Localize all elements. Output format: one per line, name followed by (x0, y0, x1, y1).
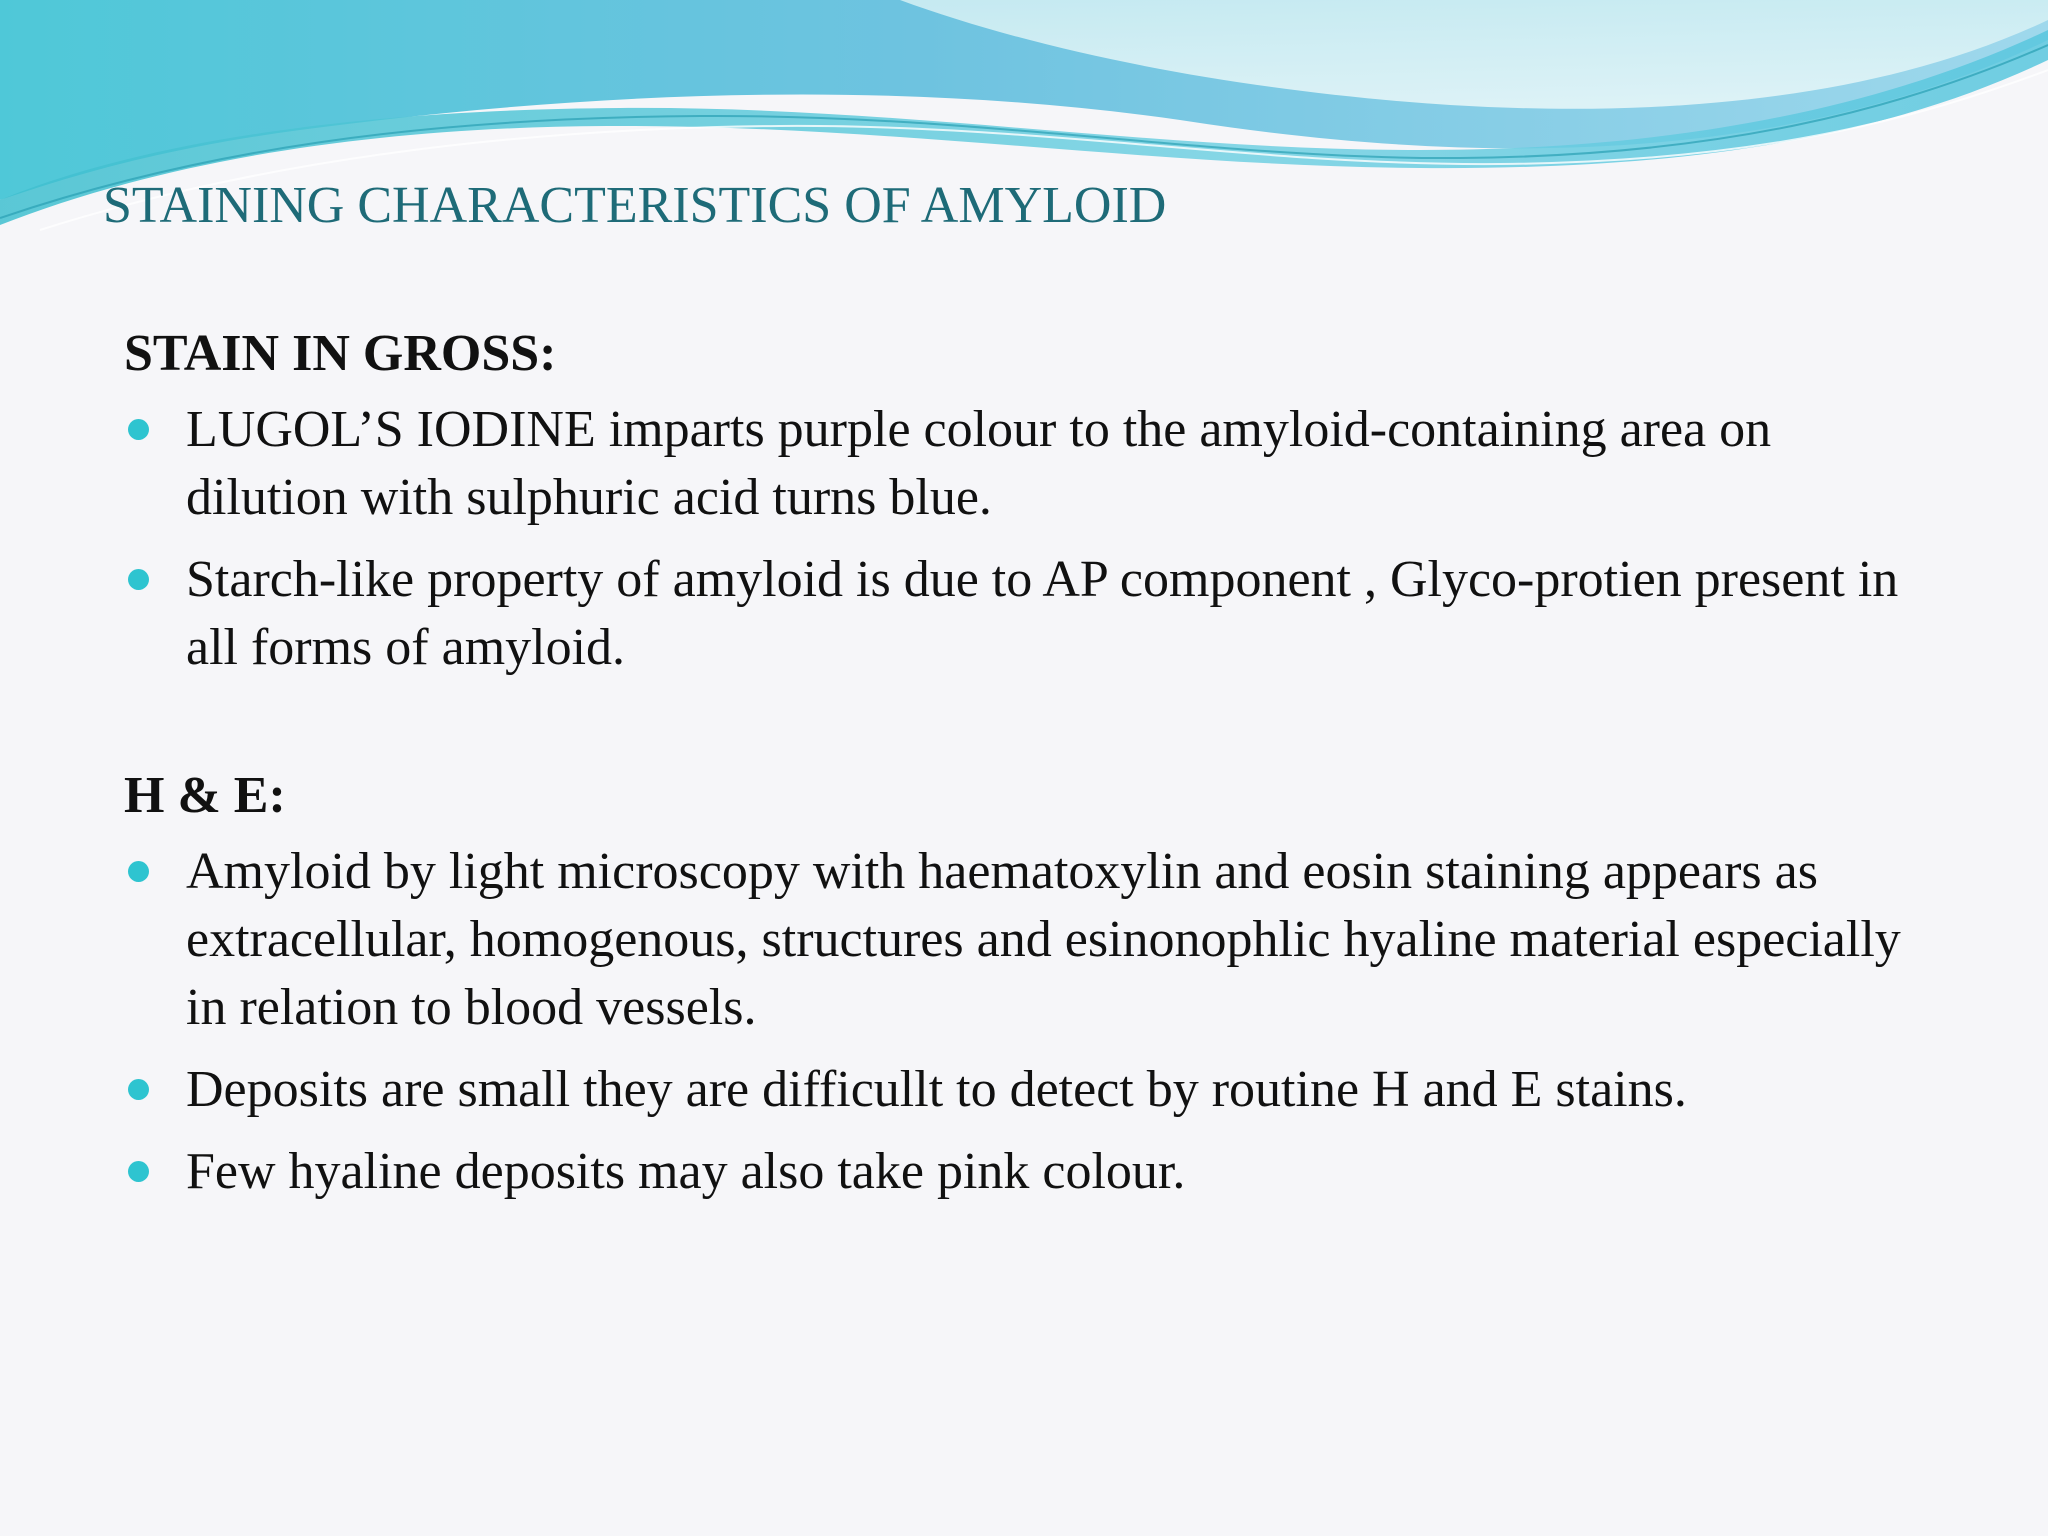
section-heading-h-and-e: H & E: (124, 767, 286, 824)
bullet-icon (128, 419, 149, 440)
bullet-icon (128, 1161, 149, 1182)
bullet-icon (128, 861, 149, 882)
list-item-text: Deposits are small they are difficullt to detect by routine H and E stains. (186, 1061, 1687, 1118)
section-spacer (124, 696, 1944, 760)
list-item (124, 546, 1944, 682)
list-item-text: Starch-like property of amyloid is due to AP component , Glyco-protien present in all forms of amyloid. (186, 551, 1899, 676)
list-item-text: Amyloid by light microscopy with haematoxylin and eosin staining appears as extracellular, homogenous, structures and esinonophlic hyaline material especially in relation to blood vessels. (186, 843, 1901, 1036)
list-item-text: Few hyaline deposits may also take pink colour. (186, 1143, 1186, 1200)
list-item (124, 396, 1944, 532)
list-item-text: LUGOL’S IODINE imparts purple colour to the amyloid-containing area on dilution with sulphuric acid turns blue. (186, 401, 1772, 526)
page-title: STAINING CHARACTERISTICS OF AMYLOID (103, 177, 1167, 234)
list-item (124, 1056, 1944, 1124)
list-item (124, 1138, 1944, 1206)
list-item (124, 838, 1944, 1042)
bullet-icon (128, 1079, 149, 1100)
section-heading-stain-in-gross: STAIN IN GROSS: (124, 325, 557, 382)
bullet-list-h-and-e (124, 838, 1944, 1206)
bullet-list-stain-in-gross (124, 396, 1944, 682)
bullet-icon (128, 569, 149, 590)
slide-content (124, 318, 1944, 1220)
